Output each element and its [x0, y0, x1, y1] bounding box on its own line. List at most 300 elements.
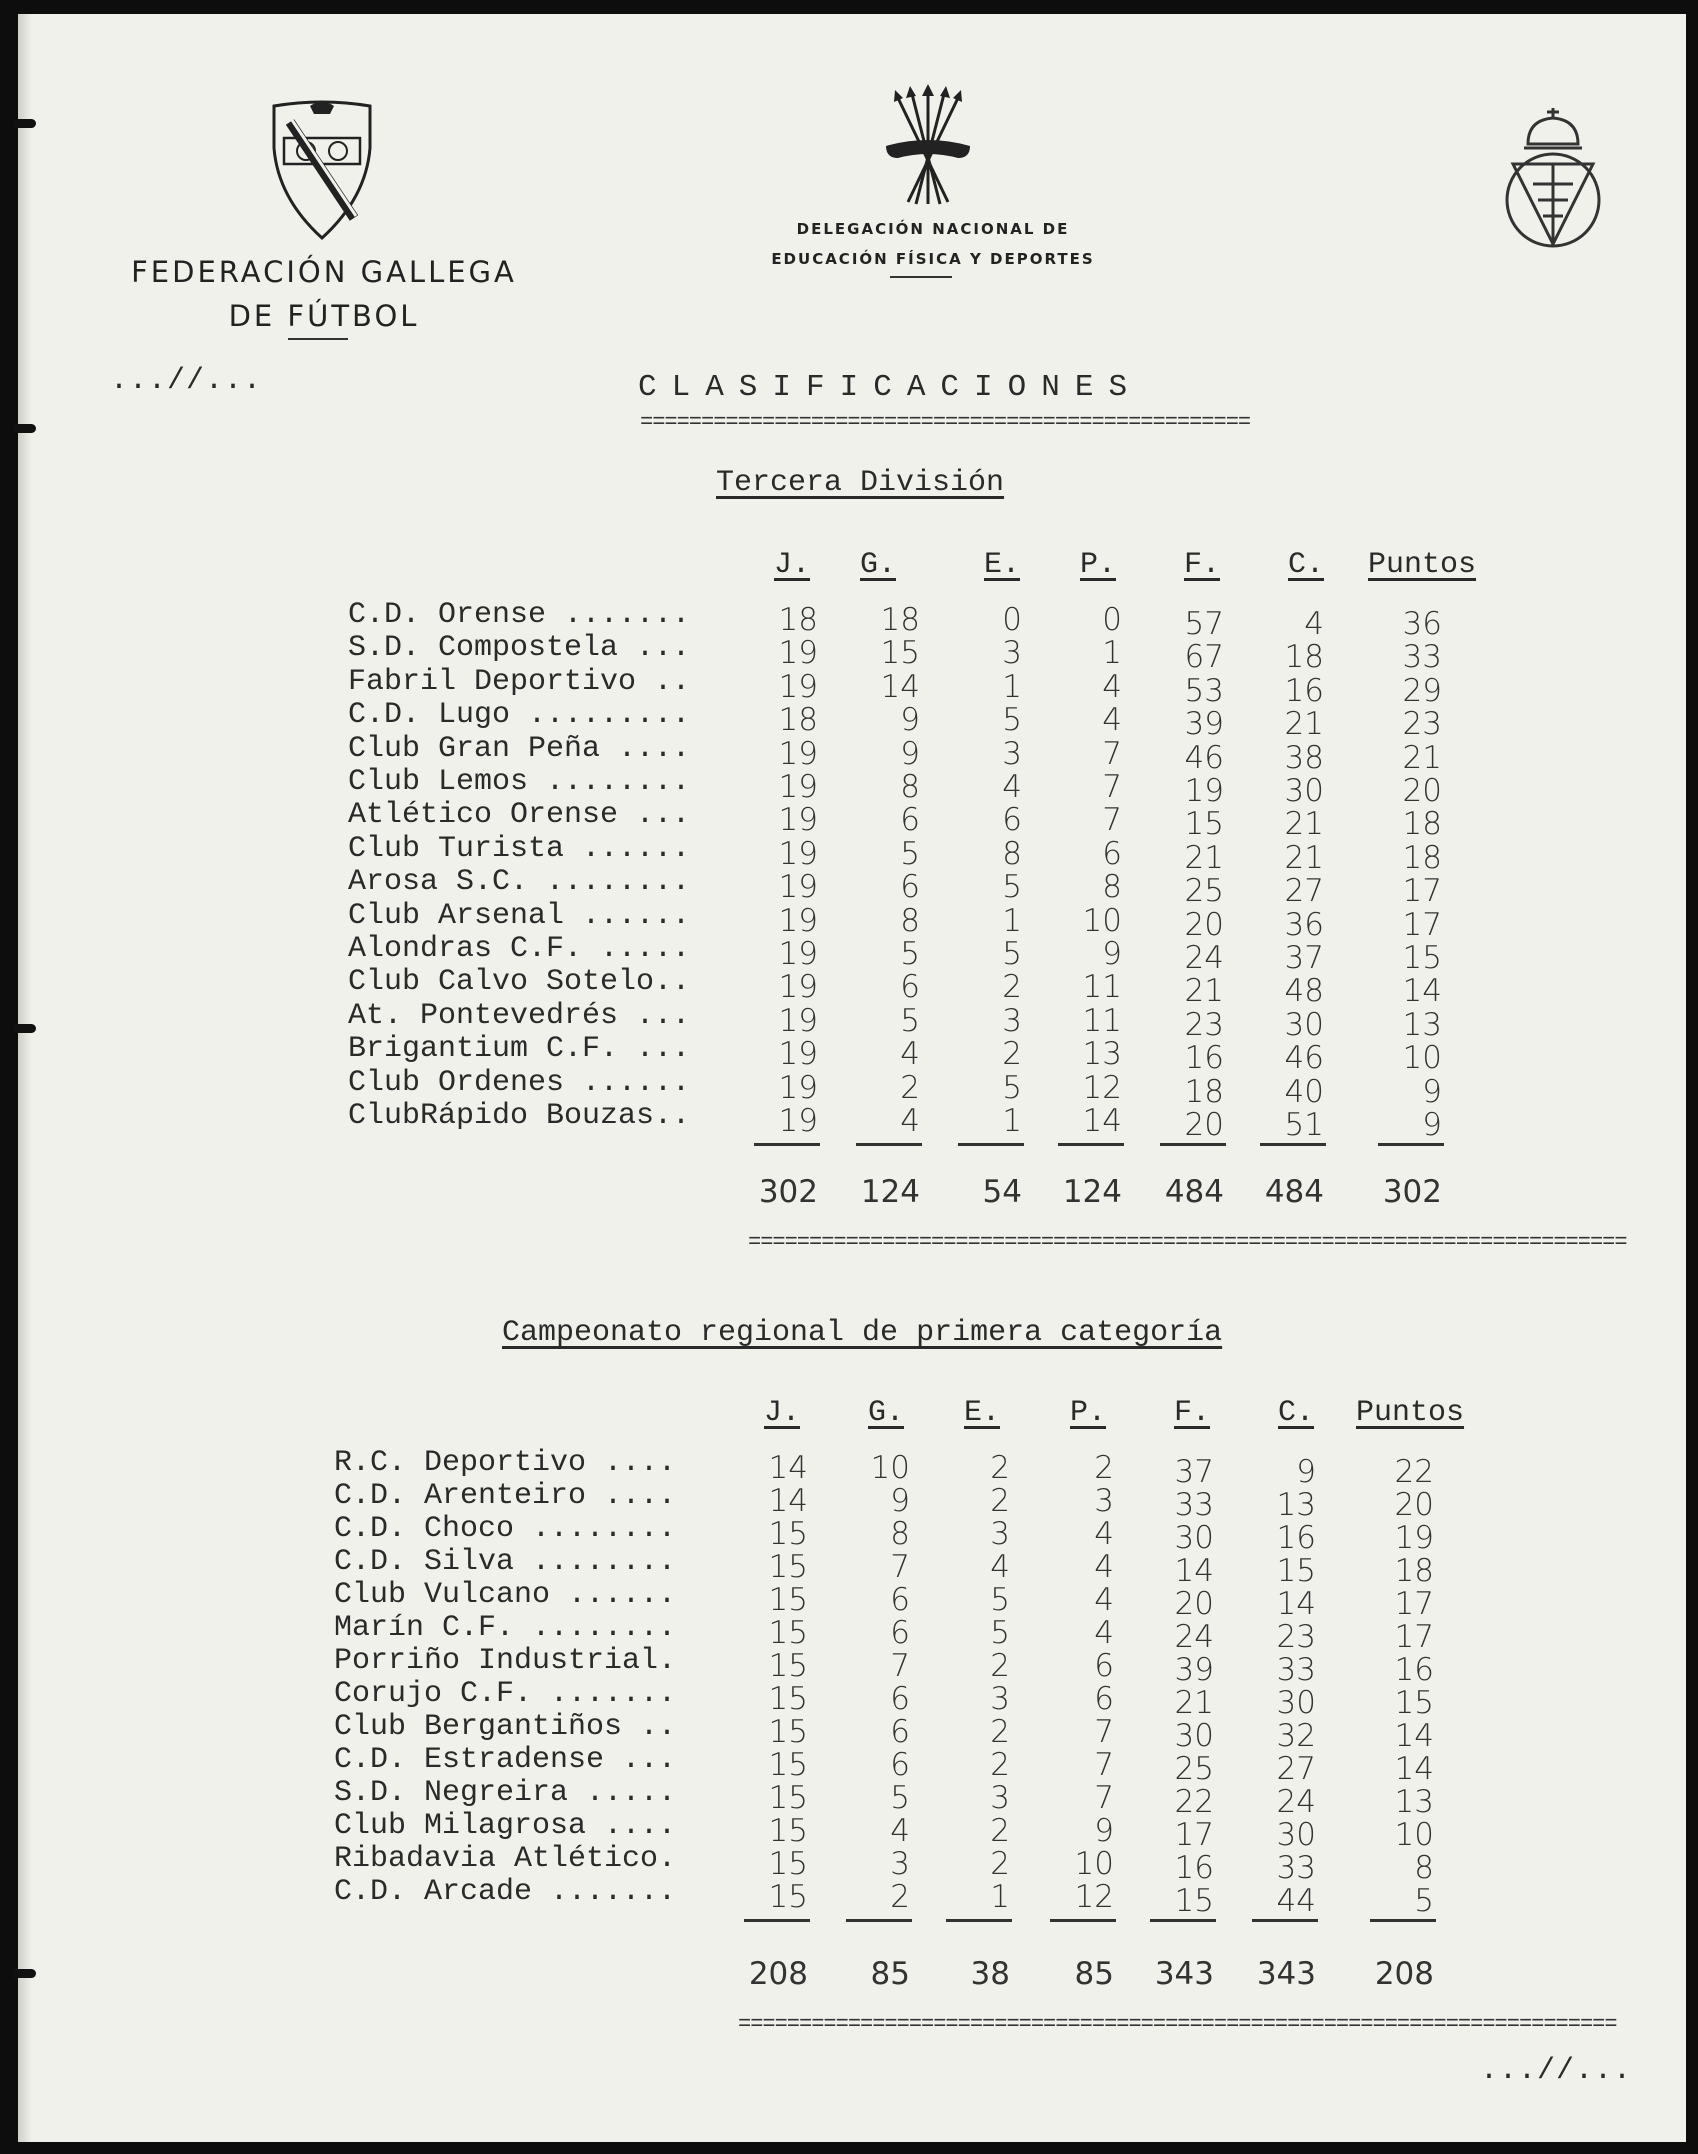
stat-cell: 15: [768, 1582, 808, 1618]
stat-cell: 8: [900, 769, 920, 805]
stat-cell: 40: [1284, 1073, 1324, 1110]
stat-cell: 7: [890, 1648, 910, 1684]
stat-cell: 9: [1422, 1107, 1442, 1143]
stat-cell: 6: [890, 1582, 910, 1618]
stat-cell: 9: [900, 735, 920, 772]
stat-cell: 2: [990, 1714, 1010, 1750]
federation-name-line1: FEDERACIÓN GALLEGA: [131, 255, 517, 289]
team-name: Club Milagrosa ....: [334, 1809, 677, 1843]
team-name: C.D. Lugo .........: [348, 698, 691, 733]
column-header: F.: [1174, 1396, 1211, 1430]
stat-cell: 5: [900, 835, 920, 872]
team-name: Porriño Industrial.: [334, 1644, 677, 1678]
stat-cell: 13: [1394, 1784, 1434, 1820]
stat-cell: 14: [1402, 973, 1442, 1010]
stat-cell: 4: [1002, 769, 1022, 805]
stat-cell: 14: [768, 1450, 808, 1486]
stat-cell: 2: [990, 1813, 1010, 1849]
divider: [288, 338, 348, 340]
stat-cell: 9: [900, 702, 920, 739]
stat-cell: 15: [880, 635, 920, 672]
stat-cell: 23: [1402, 706, 1442, 743]
stat-cell: 24: [1276, 1784, 1316, 1820]
column-header: E.: [984, 548, 1021, 582]
stat-cell: 12: [1082, 1069, 1122, 1106]
stat-cell: 19: [778, 769, 818, 805]
stat-cell: 5: [890, 1780, 910, 1816]
column-header: Puntos: [1356, 1396, 1465, 1430]
stat-cell: 19: [778, 902, 818, 939]
team-name: Atlético Orense ...: [348, 798, 691, 833]
stat-cell: 13: [1276, 1487, 1316, 1523]
stat-cell: 15: [768, 1681, 808, 1717]
sum-rule: [846, 1919, 912, 1922]
stat-cell: 46: [1184, 739, 1224, 776]
punch-hole: [14, 1969, 36, 1978]
team-name: C.D. Estradense ...: [334, 1743, 677, 1777]
stat-cell: 6: [890, 1714, 910, 1750]
stat-cell: 20: [1184, 1107, 1224, 1143]
stat-cell: 4: [1102, 702, 1122, 739]
stat-cell: 8: [1002, 835, 1022, 872]
stat-cell: 36: [1284, 906, 1324, 943]
stat-cell: 19: [1184, 773, 1224, 809]
stat-cell: 4: [900, 1103, 920, 1139]
team-name: C.D. Orense .......: [348, 598, 691, 632]
stat-cell: 19: [1394, 1520, 1434, 1556]
stat-cell: 1: [990, 1879, 1010, 1915]
stat-cell: 30: [1276, 1685, 1316, 1721]
stat-cell: 33: [1276, 1652, 1316, 1688]
stat-cell: 9: [890, 1483, 910, 1519]
stat-cell: 25: [1184, 873, 1224, 910]
total-cell: 484: [1264, 1174, 1324, 1210]
stat-cell: 22: [1394, 1454, 1434, 1490]
stat-cell: 19: [778, 1069, 818, 1106]
yoke-and-arrows-emblem-icon: [878, 84, 978, 214]
stat-cell: 2: [990, 1648, 1010, 1684]
federation-name-line2: DE FÚTBOL: [228, 299, 420, 333]
stat-cell: 7: [890, 1549, 910, 1585]
stat-cell: 7: [1102, 735, 1122, 772]
stat-cell: 16: [1184, 1040, 1224, 1077]
stat-cell: 5: [990, 1615, 1010, 1651]
team-name: Club Calvo Sotelo..: [348, 965, 691, 1000]
totals-double-rule: ========================================================================: [748, 1230, 1627, 1255]
stat-cell: 4: [900, 1036, 920, 1073]
stat-cell: 21: [1184, 839, 1224, 876]
stat-cell: 2: [1002, 969, 1022, 1006]
stat-cell: 14: [768, 1483, 808, 1519]
stat-cell: 3: [990, 1516, 1010, 1552]
stat-cell: 6: [900, 869, 920, 906]
stat-cell: 17: [1402, 906, 1442, 943]
punch-hole: [14, 119, 36, 128]
stat-cell: 4: [890, 1813, 910, 1849]
team-name: C.D. Arenteiro ....: [334, 1479, 677, 1513]
stat-cell: 1: [1002, 668, 1022, 705]
total-cell: 343: [1256, 1956, 1316, 1992]
stat-cell: 21: [1174, 1685, 1214, 1721]
stat-cell: 5: [1002, 936, 1022, 972]
stat-cell: 2: [990, 1846, 1010, 1882]
stat-cell: 13: [1082, 1036, 1122, 1073]
stat-cell: 37: [1174, 1454, 1214, 1490]
stat-cell: 27: [1276, 1751, 1316, 1787]
stat-cell: 9: [1422, 1073, 1442, 1110]
stat-cell: 9: [1102, 936, 1122, 972]
stat-cell: 15: [768, 1846, 808, 1882]
stat-cell: 14: [1276, 1586, 1316, 1622]
stat-cell: 19: [778, 668, 818, 705]
stat-cell: 3: [1094, 1483, 1114, 1519]
stat-cell: 14: [880, 668, 920, 705]
page-title: CLASIFICACIONES: [638, 370, 1143, 405]
team-name: C.D. Choco ........: [334, 1512, 677, 1546]
sum-rule: [744, 1919, 810, 1922]
binding-edge: [18, 14, 32, 2142]
stat-cell: 19: [778, 635, 818, 672]
stat-cell: 15: [1402, 940, 1442, 976]
stat-cell: 23: [1276, 1619, 1316, 1655]
sum-rule: [1160, 1143, 1226, 1146]
stat-cell: 3: [1002, 635, 1022, 672]
team-name: C.D. Arcade .......: [334, 1875, 677, 1909]
total-cell: 85: [870, 1956, 910, 1992]
stat-cell: 5: [1002, 702, 1022, 739]
team-name: Club Ordenes ......: [348, 1065, 691, 1100]
stat-cell: 18: [1402, 806, 1442, 843]
continuation-mark-top: ...//...: [110, 364, 263, 398]
divider: [890, 276, 952, 278]
stat-cell: 15: [768, 1516, 808, 1552]
stat-cell: 17: [1394, 1619, 1434, 1655]
stat-cell: 27: [1284, 873, 1324, 910]
stat-cell: 21: [1184, 973, 1224, 1010]
section-title-primera: Campeonato regional de primera categoría: [502, 1316, 1223, 1350]
column-header: C.: [1288, 548, 1325, 582]
total-cell: 124: [1062, 1174, 1122, 1210]
stat-cell: 30: [1276, 1817, 1316, 1853]
stat-cell: 15: [768, 1714, 808, 1750]
sum-rule: [1378, 1143, 1444, 1146]
stat-cell: 6: [1102, 835, 1122, 872]
stat-cell: 3: [1002, 1002, 1022, 1039]
stat-cell: 3: [990, 1780, 1010, 1816]
delegation-name: [718, 214, 1148, 274]
continuation-mark-bottom: ...//...: [1480, 2054, 1633, 2088]
stat-cell: 21: [1284, 839, 1324, 876]
punch-hole: [14, 424, 36, 433]
stat-cell: 1: [1002, 1103, 1022, 1139]
stat-cell: 0: [1102, 602, 1122, 638]
stat-cell: 1: [1002, 902, 1022, 939]
team-name: Club Arsenal ......: [348, 898, 691, 933]
stat-cell: 20: [1184, 906, 1224, 943]
stat-cell: 10: [1394, 1817, 1434, 1853]
stat-cell: 6: [1094, 1681, 1114, 1717]
total-cell: 208: [748, 1956, 808, 1992]
stat-cell: 30: [1174, 1718, 1214, 1754]
stat-cell: 7: [1094, 1747, 1114, 1783]
stat-cell: 3: [990, 1681, 1010, 1717]
stat-cell: 18: [778, 702, 818, 739]
stat-cell: 15: [768, 1813, 808, 1849]
sum-rule: [946, 1919, 1012, 1922]
team-name: Club Lemos ........: [348, 765, 691, 799]
stat-cell: 15: [1394, 1685, 1434, 1721]
stat-cell: 30: [1284, 1006, 1324, 1043]
federation-name: [104, 250, 544, 338]
delegation-name-line2: EDUCACIÓN FÍSICA Y DEPORTES: [771, 250, 1095, 268]
stat-cell: 5: [990, 1582, 1010, 1618]
stat-cell: 4: [1304, 606, 1324, 642]
team-name: ClubRápido Bouzas..: [348, 1099, 691, 1133]
stat-cell: 4: [1094, 1615, 1114, 1651]
stat-cell: 7: [1094, 1780, 1114, 1816]
stat-cell: 6: [1002, 802, 1022, 839]
team-name: Corujo C.F. .......: [334, 1677, 677, 1711]
stat-cell: 15: [1174, 1883, 1214, 1919]
stat-cell: 19: [778, 1103, 818, 1139]
stat-cell: 11: [1082, 969, 1122, 1006]
sum-rule: [754, 1143, 820, 1146]
stat-cell: 5: [1002, 869, 1022, 906]
sum-rule: [1252, 1919, 1318, 1922]
stat-cell: 53: [1184, 672, 1224, 709]
column-header: J.: [764, 1396, 801, 1430]
stat-cell: 11: [1082, 1002, 1122, 1039]
stat-cell: 57: [1184, 606, 1224, 642]
stat-cell: 17: [1174, 1817, 1214, 1853]
stat-cell: 21: [1402, 739, 1442, 776]
document-page: [18, 14, 1686, 2142]
stat-cell: 17: [1402, 873, 1442, 910]
total-cell: 54: [982, 1174, 1022, 1210]
stat-cell: 19: [778, 835, 818, 872]
stat-cell: 17: [1394, 1586, 1434, 1622]
stat-cell: 5: [1414, 1883, 1434, 1919]
team-name: Club Vulcano ......: [334, 1578, 677, 1612]
total-cell: 208: [1374, 1956, 1434, 1992]
stat-cell: 15: [1276, 1553, 1316, 1589]
total-cell: 484: [1164, 1174, 1224, 1210]
stat-cell: 6: [890, 1615, 910, 1651]
total-cell: 124: [860, 1174, 920, 1210]
stat-cell: 12: [1074, 1879, 1114, 1915]
stat-cell: 67: [1184, 639, 1224, 676]
stat-cell: 44: [1276, 1883, 1316, 1919]
column-header: G.: [860, 548, 897, 582]
column-header: G.: [868, 1396, 905, 1430]
stat-cell: 19: [778, 1036, 818, 1073]
stat-cell: 16: [1276, 1520, 1316, 1556]
stat-cell: 14: [1082, 1103, 1122, 1139]
stat-cell: 20: [1394, 1487, 1434, 1523]
stat-cell: 3: [1002, 735, 1022, 772]
stat-cell: 14: [1174, 1553, 1214, 1589]
column-header: F.: [1184, 548, 1221, 582]
stat-cell: 30: [1174, 1520, 1214, 1556]
stat-cell: 32: [1276, 1718, 1316, 1754]
sum-rule: [856, 1143, 922, 1146]
stat-cell: 18: [1402, 839, 1442, 876]
total-cell: 85: [1074, 1956, 1114, 1992]
team-name: Brigantium C.F. ...: [348, 1032, 691, 1067]
stat-cell: 5: [900, 936, 920, 972]
stat-cell: 39: [1184, 706, 1224, 743]
team-name: Club Gran Peña ....: [348, 731, 691, 766]
team-name: Club Turista ......: [348, 831, 691, 866]
punch-hole: [14, 1024, 36, 1033]
stat-cell: 7: [1102, 802, 1122, 839]
sum-rule: [1370, 1919, 1436, 1922]
total-cell: 302: [1382, 1174, 1442, 1210]
delegation-name-line1: DELEGACIÓN NACIONAL DE: [796, 220, 1070, 238]
team-name: R.C. Deportivo ....: [334, 1446, 677, 1480]
total-cell: 302: [758, 1174, 818, 1210]
team-name: C.D. Silva ........: [334, 1545, 677, 1579]
totals-double-rule: ========================================================================: [738, 2012, 1617, 2037]
stat-cell: 15: [768, 1615, 808, 1651]
stat-cell: 18: [1184, 1073, 1224, 1110]
stat-cell: 6: [1094, 1648, 1114, 1684]
total-cell: 38: [970, 1956, 1010, 1992]
stat-cell: 21: [1284, 706, 1324, 743]
stat-cell: 18: [1284, 639, 1324, 676]
stat-cell: 25: [1174, 1751, 1214, 1787]
stat-cell: 30: [1284, 773, 1324, 809]
stat-cell: 9: [1094, 1813, 1114, 1849]
stat-cell: 7: [1094, 1714, 1114, 1750]
stat-cell: 6: [890, 1681, 910, 1717]
stat-cell: 4: [1094, 1582, 1114, 1618]
column-header: P.: [1080, 548, 1117, 582]
team-name: Arosa S.C. ........: [348, 865, 691, 900]
team-name: S.D. Negreira .....: [334, 1776, 677, 1810]
stat-cell: 15: [1184, 806, 1224, 843]
stat-cell: 1: [1102, 635, 1122, 672]
stat-cell: 16: [1284, 672, 1324, 709]
stat-cell: 10: [1074, 1846, 1114, 1882]
stat-cell: 2: [1002, 1036, 1022, 1073]
stat-cell: 33: [1174, 1487, 1214, 1523]
royal-federation-crest-icon: [1498, 104, 1608, 254]
stat-cell: 3: [890, 1846, 910, 1882]
column-header: E.: [964, 1396, 1001, 1430]
stat-cell: 6: [890, 1747, 910, 1783]
stat-cell: 23: [1184, 1006, 1224, 1043]
stat-cell: 19: [778, 869, 818, 906]
stat-cell: 6: [900, 802, 920, 839]
sum-rule: [958, 1143, 1024, 1146]
stat-cell: 8: [900, 902, 920, 939]
section-title-tercera: Tercera División: [716, 466, 1005, 500]
stat-cell: 2: [990, 1450, 1010, 1486]
stat-cell: 19: [778, 936, 818, 972]
stat-cell: 13: [1402, 1006, 1442, 1043]
federation-crest-icon: [270, 98, 374, 242]
sum-rule: [1050, 1919, 1116, 1922]
stat-cell: 22: [1174, 1784, 1214, 1820]
stat-cell: 0: [1002, 602, 1022, 638]
team-name: Marín C.F. ........: [334, 1611, 677, 1645]
stat-cell: 10: [1082, 902, 1122, 939]
stat-cell: 33: [1276, 1850, 1316, 1886]
stat-cell: 8: [1414, 1850, 1434, 1886]
stat-cell: 18: [1394, 1553, 1434, 1589]
stat-cell: 10: [1402, 1040, 1442, 1077]
stat-cell: 15: [768, 1648, 808, 1684]
column-header: J.: [774, 548, 811, 582]
stat-cell: 48: [1284, 973, 1324, 1010]
stat-cell: 16: [1394, 1652, 1434, 1688]
stat-cell: 39: [1174, 1652, 1214, 1688]
team-name: Ribadavia Atlético.: [334, 1842, 677, 1876]
stat-cell: 2: [890, 1879, 910, 1915]
stat-cell: 18: [778, 602, 818, 638]
stat-cell: 16: [1174, 1850, 1214, 1886]
stat-cell: 14: [1394, 1718, 1434, 1754]
stat-cell: 9: [1296, 1454, 1316, 1490]
stat-cell: 51: [1284, 1107, 1324, 1143]
stat-cell: 21: [1284, 806, 1324, 843]
stat-cell: 24: [1184, 940, 1224, 976]
stat-cell: 5: [1002, 1069, 1022, 1106]
stat-cell: 19: [778, 1002, 818, 1039]
column-header: P.: [1070, 1396, 1107, 1430]
stat-cell: 24: [1174, 1619, 1214, 1655]
stat-cell: 2: [990, 1483, 1010, 1519]
stat-cell: 29: [1402, 672, 1442, 709]
stat-cell: 4: [990, 1549, 1010, 1585]
stat-cell: 8: [890, 1516, 910, 1552]
column-header: Puntos: [1368, 548, 1477, 582]
column-header: C.: [1278, 1396, 1315, 1430]
stat-cell: 2: [1094, 1450, 1114, 1486]
stat-cell: 18: [880, 602, 920, 638]
stat-cell: 6: [900, 969, 920, 1006]
stat-cell: 5: [900, 1002, 920, 1039]
stat-cell: 19: [778, 969, 818, 1006]
stat-cell: 15: [768, 1747, 808, 1783]
double-underline: ==================================================: [640, 410, 1251, 435]
total-cell: 343: [1154, 1956, 1214, 1992]
stat-cell: 2: [900, 1069, 920, 1106]
stat-cell: 4: [1094, 1516, 1114, 1552]
team-name: Alondras C.F. .....: [348, 932, 691, 966]
stat-cell: 15: [768, 1549, 808, 1585]
stat-cell: 33: [1402, 639, 1442, 676]
stat-cell: 15: [768, 1780, 808, 1816]
stat-cell: 38: [1284, 739, 1324, 776]
stat-cell: 14: [1394, 1751, 1434, 1787]
stat-cell: 15: [768, 1879, 808, 1915]
stat-cell: 7: [1102, 769, 1122, 805]
stat-cell: 37: [1284, 940, 1324, 976]
stat-cell: 19: [778, 735, 818, 772]
stat-cell: 4: [1102, 668, 1122, 705]
team-name: At. Pontevedrés ...: [348, 998, 691, 1033]
team-name: Club Bergantiños ..: [334, 1710, 677, 1744]
stat-cell: 19: [778, 802, 818, 839]
team-name: Fabril Deportivo ..: [348, 664, 691, 699]
sum-rule: [1150, 1919, 1216, 1922]
stat-cell: 4: [1094, 1549, 1114, 1585]
sum-rule: [1058, 1143, 1124, 1146]
stat-cell: 2: [990, 1747, 1010, 1783]
stat-cell: 8: [1102, 869, 1122, 906]
